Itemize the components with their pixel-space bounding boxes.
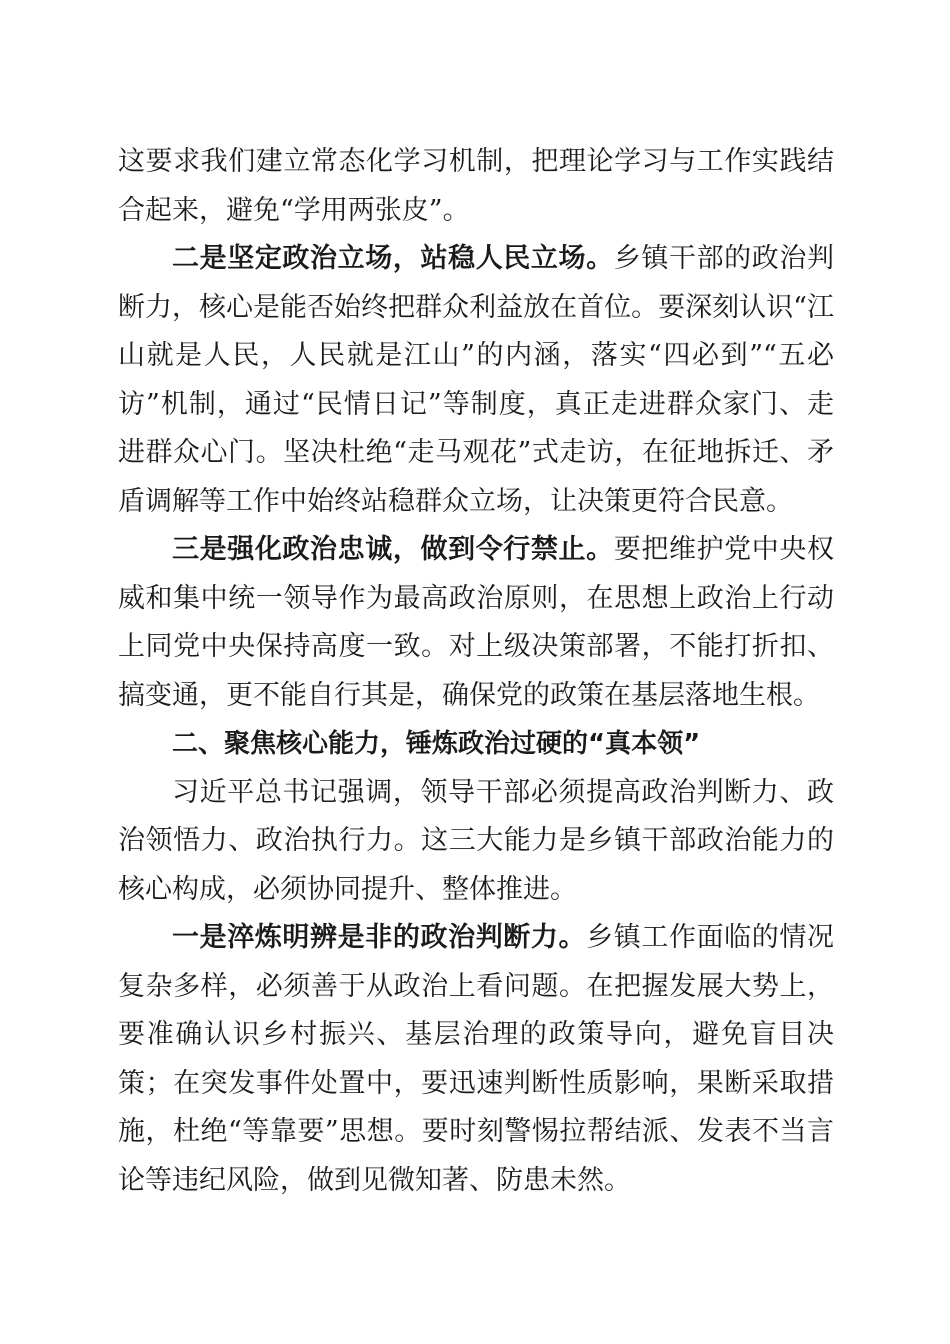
paragraph-text: 乡镇工作面临的情况复杂多样，必须善于从政治上看问题。在把握发展大势上，要准确认识乡村振兴、基层治理的政策导向，避免盲目决策；在突发事件处置中，要迅速判断性质影响，果断采取措施，杜绝“等靠要”思想。要时刻警惕拉帮结派、发表不当言论等违纪风险，做到见微知著、防患未然。 [118,922,835,1196]
paragraph-lead: 三是强化政治忠诚，做到令行禁止。 [172,534,614,565]
section-heading: 二、聚焦核心能力，锤炼政治过硬的“真本领” [172,729,701,759]
paragraph-political-judgment [118,914,834,1205]
paragraph-political-loyalty [118,526,834,720]
paragraph-political-stance [118,235,834,526]
document-body [118,138,834,1205]
paragraph-text: 这要求我们建立常态化学习机制，把理论学习与工作实践结合起来，避免“学用两张皮”。 [118,146,834,226]
paragraph-text: 习近平总书记强调，领导干部必须提高政治判断力、政治领悟力、政治执行力。这三大能力是乡镇干部政治能力的核心构成，必须协同提升、整体推进。 [118,776,834,905]
paragraph-lead: 二是坚定政治立场，站稳人民立场。 [172,243,614,274]
paragraph-three-abilities [118,769,834,915]
paragraph-lead: 一是淬炼明辨是非的政治判断力。 [172,922,587,953]
paragraph-text: 乡镇干部的政治判断力，核心是能否始终把群众利益放在首位。要深刻认识“江山就是人民，人民就是江山”的内涵，落实“四必到”“五必访”机制，通过“民情日记”等制度，真正走进群众家门、走进群众心门。坚决杜绝“走马观花”式走访，在征地拆迁、矛盾调解等工作中始终站稳群众立场，让决策更符合民意。 [118,243,835,517]
paragraph-text: 要把维护党中央权威和集中统一领导作为最高政治原则，在思想上政治上行动上同党中央保持高度一致。对上级决策部署，不能打折扣、搞变通，更不能自行其是，确保党的政策在基层落地生根。 [118,534,835,711]
paragraph-continuation [118,138,834,235]
